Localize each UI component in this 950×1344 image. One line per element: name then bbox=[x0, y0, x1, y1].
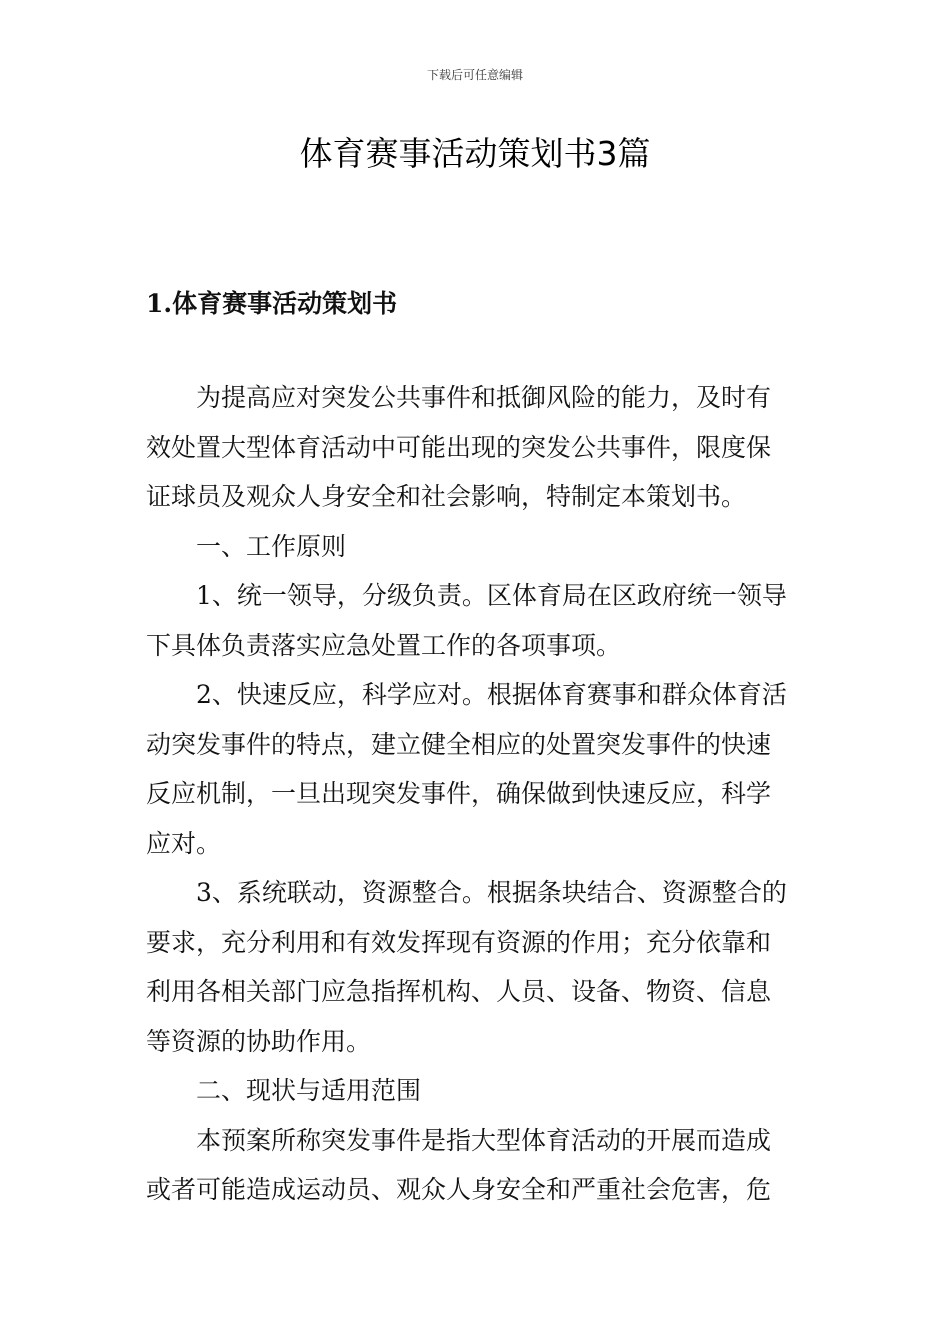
body-line: 动突发事件的特点，建立健全相应的处置突发事件的快速 bbox=[146, 729, 772, 759]
body-line: 下具体负责落实应急处置工作的各项事项。 bbox=[146, 630, 622, 660]
subheading-line: 一、工作原则 bbox=[196, 531, 347, 561]
body-line: 2、快速反应，科学应对。根据体育赛事和群众体育活 bbox=[196, 680, 787, 709]
header-note: 下载后可任意编辑 bbox=[426, 68, 523, 82]
document-body bbox=[146, 373, 806, 1215]
body-line: 应对。 bbox=[146, 828, 222, 858]
body-line: 或者可能造成运动员、观众人身安全和严重社会危害，危 bbox=[146, 1175, 772, 1204]
body-line: 本预案所称突发事件是指大型体育活动的开展而造成 bbox=[196, 1125, 772, 1155]
body-line: 1、统一领导，分级负责。区体育局在区政府统一领导 bbox=[196, 581, 787, 610]
body-line: 利用各相关部门应急指挥机构、人员、设备、物资、信息 bbox=[146, 977, 772, 1006]
body-line: 证球员及观众人身安全和社会影响，特制定本策划书。 bbox=[146, 482, 747, 511]
body-line: 要求，充分利用和有效发挥现有资源的作用；充分依靠和 bbox=[146, 927, 772, 957]
body-line: 效处置大型体育活动中可能出现的突发公共事件，限度保 bbox=[146, 432, 772, 462]
section-heading: 1.体育赛事活动策划书 bbox=[146, 289, 398, 318]
body-line: 3、系统联动，资源整合。根据条块结合、资源整合的 bbox=[196, 878, 787, 907]
body-line: 等资源的协助作用。 bbox=[146, 1026, 372, 1056]
body-line: 为提高应对突发公共事件和抵御风险的能力，及时有 bbox=[196, 383, 772, 412]
document-title: 体育赛事活动策划书3篇 bbox=[299, 134, 651, 173]
subheading-line: 二、现状与适用范围 bbox=[196, 1076, 422, 1105]
body-line: 反应机制，一旦出现突发事件，确保做到快速反应，科学 bbox=[146, 779, 772, 808]
